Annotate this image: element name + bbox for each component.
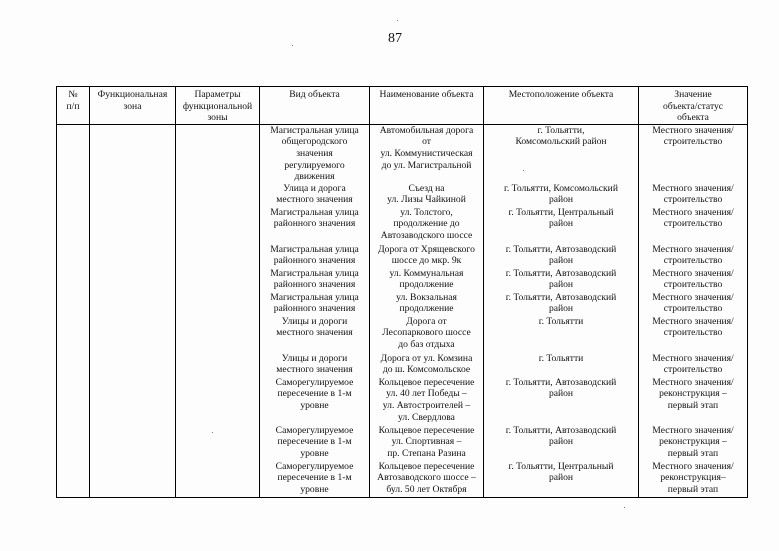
table-row: [57, 292, 748, 316]
cell-zone: [90, 244, 176, 268]
cell-number: [57, 183, 90, 207]
cell-status: Местного значения/ строительство: [639, 292, 748, 316]
cell-object-type: Магистральная улица общегородского значения регулируемого движения: [260, 124, 370, 182]
scan-speck: [397, 20, 398, 21]
cell-object-name: Дорога от Лесопаркового шоссе до баз отдыха: [370, 316, 484, 353]
cell-location: г. Тольятти: [484, 316, 639, 353]
cell-object-name: Съезд на ул. Лизы Чайкиной: [370, 183, 484, 207]
cell-number: [57, 425, 90, 461]
table-row: [57, 461, 748, 498]
cell-location: г. Тольятти, Комсомольский район: [484, 183, 639, 207]
cell-params: [176, 353, 260, 377]
cell-object-name: Автомобильная дорога от ул. Коммунистическая до ул. Магистральной: [370, 124, 484, 182]
table-row: [57, 268, 748, 292]
table-header-row: [57, 87, 748, 125]
cell-location: г. Тольятти, Автозаводский район: [484, 244, 639, 268]
cell-object-name: ул. Вокзальная продолжение: [370, 292, 484, 316]
cell-object-type: Улицы и дороги местного значения: [260, 316, 370, 353]
scan-speck: [624, 507, 625, 508]
cell-params: [176, 244, 260, 268]
cell-object-type: Магистральная улица районного значения: [260, 207, 370, 244]
cell-object-name: Кольцевое пересечение Автозаводского шоссе – бул. 50 лет Октября: [370, 461, 484, 498]
header-number: № п/п: [57, 87, 90, 125]
objects-table: [56, 86, 748, 498]
cell-object-type: Улицы и дороги местного значения: [260, 353, 370, 377]
cell-zone: [90, 292, 176, 316]
cell-object-type: Саморегулируемое пересечение в 1-м уровне: [260, 461, 370, 498]
cell-number: [57, 207, 90, 244]
cell-number: [57, 124, 90, 182]
cell-object-type: Саморегулируемое пересечение в 1-м уровне: [260, 377, 370, 425]
cell-params: [176, 461, 260, 498]
cell-status: Местного значения/ реконструкция – первый этап: [639, 425, 748, 461]
cell-location: г. Тольятти, Автозаводский район: [484, 425, 639, 461]
cell-location: г. Тольятти, Комсомольский район: [484, 124, 639, 182]
cell-status: Местного значения/ реконструкция– первый этап: [639, 461, 748, 498]
cell-status: Местного значения/ строительство: [639, 353, 748, 377]
cell-location: г. Тольятти: [484, 353, 639, 377]
cell-number: [57, 292, 90, 316]
cell-status: Местного значения/ строительство: [639, 124, 748, 182]
scan-speck: [292, 45, 293, 46]
cell-params: [176, 292, 260, 316]
cell-status: Местного значения/ реконструкция – первый этап: [639, 377, 748, 425]
cell-location: г. Тольятти, Центральный район: [484, 207, 639, 244]
table-row: [57, 377, 748, 425]
cell-zone: [90, 268, 176, 292]
cell-object-type: Магистральная улица районного значения: [260, 244, 370, 268]
cell-zone: [90, 207, 176, 244]
cell-object-name: ул. Коммунальная продолжение: [370, 268, 484, 292]
cell-zone: [90, 316, 176, 353]
cell-number: [57, 268, 90, 292]
header-object-name: Наименование объекта: [370, 87, 484, 125]
table-row: [57, 124, 748, 182]
cell-object-name: Дорога от Хрящевского шоссе до мкр. 9к: [370, 244, 484, 268]
header-zone-parameters: Параметры функциональной зоны: [176, 87, 260, 125]
cell-object-type: Магистральная улица районного значения: [260, 268, 370, 292]
cell-zone: [90, 183, 176, 207]
cell-params: [176, 425, 260, 461]
cell-params: [176, 268, 260, 292]
table-row: [57, 425, 748, 461]
cell-object-name: ул. Толстого, продолжение до Автозаводского шоссе: [370, 207, 484, 244]
cell-zone: [90, 124, 176, 182]
cell-params: [176, 207, 260, 244]
page-number: 87: [388, 31, 402, 46]
cell-status: Местного значения/ строительство: [639, 316, 748, 353]
cell-status: Местного значения/ строительство: [639, 183, 748, 207]
cell-object-type: Улица и дорога местного значения: [260, 183, 370, 207]
table-row: [57, 353, 748, 377]
cell-number: [57, 377, 90, 425]
cell-location: г. Тольятти, Автозаводский район: [484, 292, 639, 316]
table-row: [57, 183, 748, 207]
table-row: [57, 316, 748, 353]
cell-params: [176, 183, 260, 207]
cell-params: [176, 316, 260, 353]
cell-zone: [90, 377, 176, 425]
cell-zone: [90, 461, 176, 498]
cell-object-type: Магистральная улица районного значения: [260, 292, 370, 316]
cell-object-name: Дорога от ул. Комзина до ш. Комсомольское: [370, 353, 484, 377]
table-row: [57, 207, 748, 244]
cell-status: Местного значения/ строительство: [639, 207, 748, 244]
cell-number: [57, 244, 90, 268]
header-object-type: Вид объекта: [260, 87, 370, 125]
header-object-status: Значение объекта/статус объекта: [639, 87, 748, 125]
cell-location: г. Тольятти, Центральный район: [484, 461, 639, 498]
cell-params: [176, 124, 260, 182]
header-object-location: Местоположение объекта: [484, 87, 639, 125]
cell-params: [176, 377, 260, 425]
cell-number: [57, 353, 90, 377]
cell-object-name: Кольцевое пересечение ул. 40 лет Победы – ул. Автостроителей – ул. Свердлова: [370, 377, 484, 425]
cell-location: г. Тольятти, Автозаводский район: [484, 268, 639, 292]
cell-object-name: Кольцевое пересечение ул. Спортивная – пр. Степана Разина: [370, 425, 484, 461]
table-row: [57, 244, 748, 268]
cell-zone: [90, 353, 176, 377]
cell-number: [57, 316, 90, 353]
cell-status: Местного значения/ строительство: [639, 268, 748, 292]
header-functional-zone: Функциональная зона: [90, 87, 176, 125]
cell-location: г. Тольятти, Автозаводский район: [484, 377, 639, 425]
cell-status: Местного значения/ строительство: [639, 244, 748, 268]
cell-object-type: Саморегулируемое пересечение в 1-м уровне: [260, 425, 370, 461]
cell-number: [57, 461, 90, 498]
cell-zone: [90, 425, 176, 461]
